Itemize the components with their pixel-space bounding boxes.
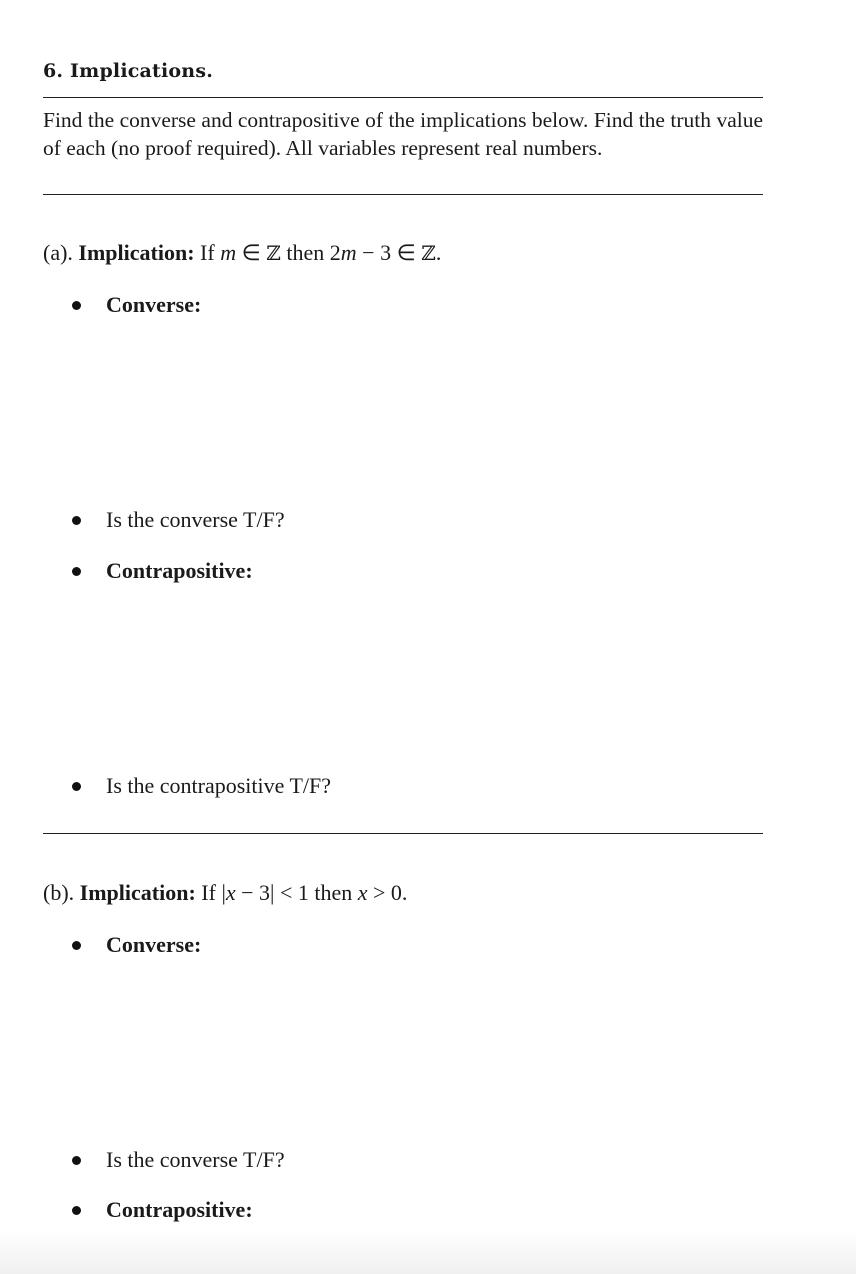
part-b-if: If [201,880,216,905]
part-a-contrapositive-tf-item [72,773,331,799]
bullet-icon [72,1156,81,1165]
bullet-icon [72,567,81,576]
part-b-then: then [314,880,353,905]
bullet-icon [72,1206,81,1215]
part-b-gt0: > 0. [367,880,408,905]
part-b-converse-tf-item [72,1147,285,1173]
bullet-icon [72,516,81,525]
part-b-abs-close: | [270,880,275,905]
part-b-lt1: < 1 [274,880,315,905]
part-a-implication-label: Implication: [78,240,195,265]
part-a-converse-label: Converse: [106,292,202,317]
part-a-heading [43,240,441,266]
part-a-var-m: m [220,240,237,265]
part-b-minus3: − 3 [235,880,271,905]
part-b-var-x-2: x [357,880,368,905]
part-a-minus3: − 3 [362,240,392,265]
bullet-icon [72,941,81,950]
part-a-in-symbol: ∈ [241,240,261,265]
part-a-coef: 2 [329,240,341,265]
part-b-var-x: x [225,880,236,905]
part-a-contrapositive-label: Contrapositive: [106,558,253,583]
part-a-if: If [200,240,215,265]
part-b-converse-label: Converse: [106,932,202,957]
part-b-heading [43,880,407,906]
part-a-converse-item [72,292,201,318]
part-a-integers-symbol: ℤ [266,241,281,265]
bullet-icon [72,782,81,791]
part-a-contrapositive-tf-label: Is the contrapositive T/F? [106,773,332,798]
part-a-var-m-2: m [340,240,357,265]
part-b-contrapositive-label: Contrapositive: [106,1197,253,1222]
problem-instructions: Find the converse and contrapositive of the implications below. Find the truth value of each (no proof required). All variables represent real numbers. [43,108,763,160]
bullet-icon [72,301,81,310]
part-a-converse-tf-item [72,507,285,533]
title-divider [43,97,763,98]
part-b-abs-open: | [221,880,226,905]
part-a-contrapositive-item [72,558,253,584]
part-b-label: (b). [43,880,75,905]
instructions-divider [43,194,763,195]
problem-title: 6. Implications. [43,60,214,82]
part-a-integers-symbol-2: ℤ [421,241,436,265]
part-a-then: then [286,240,325,265]
part-b-contrapositive-item [72,1197,253,1223]
part-divider [43,833,763,834]
part-b-converse-item [72,932,201,958]
part-a-converse-tf-label: Is the converse T/F? [106,507,285,532]
part-b-converse-tf-label: Is the converse T/F? [106,1147,285,1172]
part-a-in-symbol-2: ∈ [396,240,416,265]
part-b-implication-label: Implication: [79,880,196,905]
page-bottom-shadow [0,1230,856,1274]
part-a-label: (a). [43,240,73,265]
part-a-period: . [435,240,442,265]
